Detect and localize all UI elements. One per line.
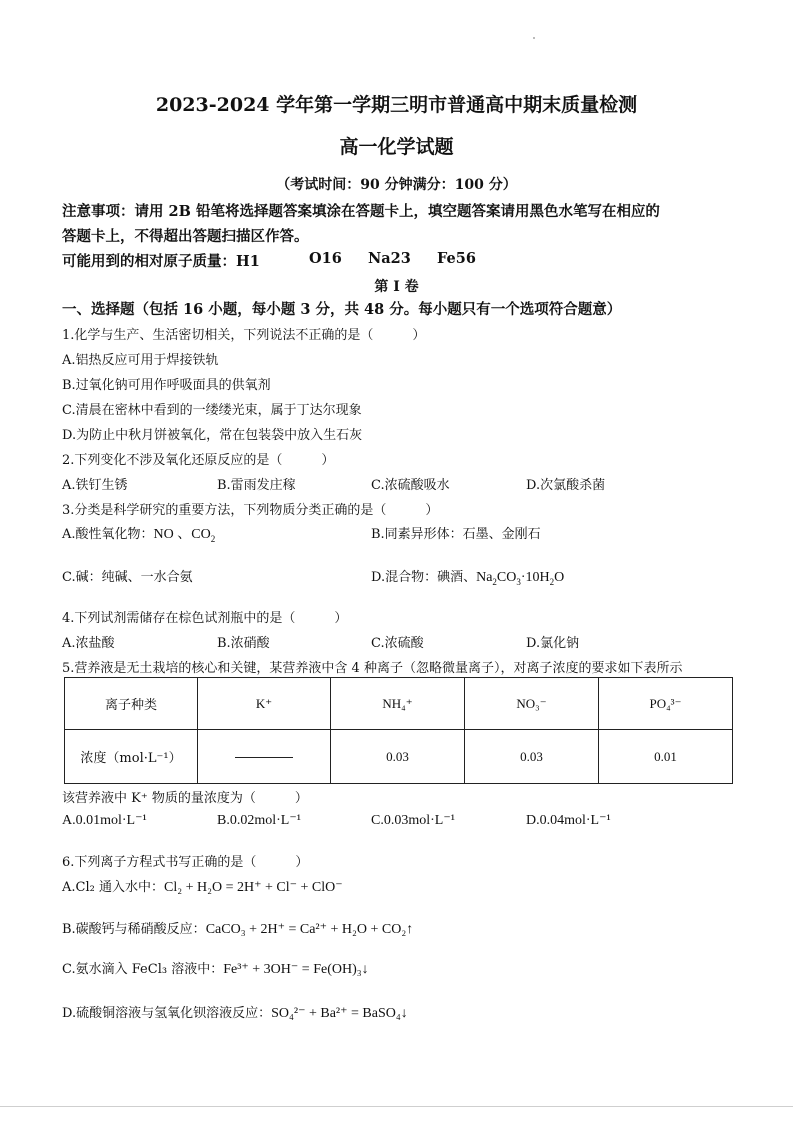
q3-d-f2: CO <box>496 570 517 585</box>
q2-option-d: D.次氯酸杀菌 <box>526 478 606 493</box>
notice-line-2: 答题卡上，不得超出答题扫描区作答。 <box>62 228 309 245</box>
q6-option-d-equation: SO₄²⁻ + Ba²⁺ = BaSO₄↓ <box>271 1006 408 1021</box>
table-row <box>65 678 733 730</box>
q3-d-s3: 2 <box>549 576 555 587</box>
q3-option-c: C.碱：纯碱、一水合氨 <box>62 570 193 585</box>
q3-d-f3: ·10H <box>520 570 550 585</box>
atomic-mass-na: Na23 <box>368 250 411 267</box>
page-bottom-divider <box>0 1106 793 1107</box>
q2-option-b: B.雷雨发庄稼 <box>217 478 296 493</box>
table-value-k-blank <box>198 730 331 784</box>
table-row <box>65 730 733 784</box>
q4-option-a: A.浓盐酸 <box>62 636 115 651</box>
q3-a-formula-sub: 2 <box>210 533 216 544</box>
table-value-nh4: 0.03 <box>331 730 465 784</box>
q3-option-d <box>371 566 564 587</box>
q6-option-b-equation: CaCO₃ + 2H⁺ = Ca²⁺ + H₂O + CO₂↑ <box>205 922 414 937</box>
q4-option-b: B.浓硝酸 <box>217 636 270 651</box>
q6-option-a-label: A.Cl₂ 通入水中： <box>62 880 164 895</box>
q6-option-c <box>62 958 369 978</box>
scan-speck <box>533 37 535 39</box>
q5-option-c: C.0.03mol·L⁻¹ <box>371 813 455 828</box>
q1-option-b: B.过氧化钠可用作呼吸面具的供氧剂 <box>62 378 271 393</box>
q3-d-f1: Na <box>476 570 493 585</box>
q3-d-f4: O <box>554 570 565 585</box>
q3-option-a-label: A.酸性氧化物： <box>62 527 154 542</box>
exam-subtitle: 高一化学试题 <box>339 136 454 158</box>
q1-option-c: C.清晨在密林中看到的一缕缕光束，属于丁达尔现象 <box>62 403 362 418</box>
q6-option-a <box>62 876 343 896</box>
table-ion-no3: NO₃⁻ <box>465 678 599 730</box>
q3-option-a-formula <box>154 527 216 542</box>
q1-option-a: A.铝热反应可用于焊接铁轨 <box>62 353 219 368</box>
q6-option-b-label: B.碳酸钙与稀硝酸反应： <box>62 922 206 937</box>
q3-d-s2: 3 <box>516 576 521 587</box>
q5-question: 该营养液中 K⁺ 物质的量浓度为（ ） <box>62 791 308 806</box>
section-heading: 一、选择题（包括 16 小题，每小题 3 分，共 48 分。每小题只有一个选项符合题意） <box>62 301 622 318</box>
q2-option-c: C.浓硫酸吸水 <box>371 478 450 493</box>
table-value-po4: 0.01 <box>599 730 733 784</box>
answer-blank <box>235 756 293 758</box>
q5-stem: 5.营养液是无土栽培的核心和关键，某营养液中含 4 种离子（忽略微量离子），对离子浓度的要求如下表所示 <box>62 661 683 676</box>
q6-option-c-label: C.氨水滴入 FeCl₃ 溶液中： <box>62 962 224 977</box>
exam-title: 2023-2024 学年第一学期三明市普通高中期末质量检测 <box>155 94 638 116</box>
q4-option-d: D.氯化钠 <box>526 636 580 651</box>
q6-option-b <box>62 918 413 938</box>
atomic-mass-fe: Fe56 <box>437 250 476 267</box>
q6-stem: 6.下列离子方程式书写正确的是（ ） <box>62 855 309 870</box>
notice-line-1: 注意事项：请用 2B 铅笔将选择题答案填涂在答题卡上，填空题答案请用黑色水笔写在相应的 <box>62 203 660 220</box>
q1-option-d: D.为防止中秋月饼被氧化，常在包装袋中放入生石灰 <box>62 428 363 443</box>
q3-option-d-formula <box>476 570 564 585</box>
q3-option-d-label: D.混合物：碘酒、 <box>371 570 477 585</box>
q4-option-c: C.浓硫酸 <box>371 636 424 651</box>
q4-stem: 4.下列试剂需储存在棕色试剂瓶中的是（ ） <box>62 611 348 626</box>
volume-label: 第 I 卷 <box>374 279 419 295</box>
atomic-mass-label: 可能用到的相对原子质量： <box>62 253 236 270</box>
q2-option-a: A.铁钉生锈 <box>62 478 128 493</box>
q5-option-d: D.0.04mol·L⁻¹ <box>526 813 611 828</box>
q6-option-d-label: D.硫酸铜溶液与氢氧化钡溶液反应： <box>62 1006 272 1021</box>
table-ion-nh4: NH₄⁺ <box>331 678 465 730</box>
q3-stem: 3.分类是科学研究的重要方法，下列物质分类正确的是（ ） <box>62 503 439 518</box>
table-header-ion-type: 离子种类 <box>65 678 198 730</box>
table-ion-po4: PO₄³⁻ <box>599 678 733 730</box>
q5-option-b: B.0.02mol·L⁻¹ <box>217 813 301 828</box>
ion-concentration-table <box>64 677 733 784</box>
q3-option-a <box>62 523 215 544</box>
q3-d-s1: 2 <box>492 576 497 587</box>
table-header-concentration: 浓度（mol·L⁻¹） <box>65 730 198 784</box>
q1-stem: 1.化学与生产、生活密切相关，下列说法不正确的是（ ） <box>62 328 426 343</box>
table-ion-k: K⁺ <box>198 678 331 730</box>
atomic-mass-line <box>62 250 260 271</box>
table-value-no3: 0.03 <box>465 730 599 784</box>
q6-option-c-equation: Fe³⁺ + 3OH⁻ = Fe(OH)₃↓ <box>223 962 369 977</box>
q6-option-a-equation: Cl₂ + H₂O = 2H⁺ + Cl⁻ + ClO⁻ <box>163 880 343 895</box>
q5-option-a: A.0.01mol·L⁻¹ <box>62 813 147 828</box>
q3-a-formula-text: NO 、CO <box>153 527 211 542</box>
q2-stem: 2.下列变化不涉及氧化还原反应的是（ ） <box>62 453 335 468</box>
atomic-mass-o: O16 <box>309 250 342 267</box>
atomic-mass-h: H1 <box>236 253 260 270</box>
exam-time: （考试时间：90 分钟满分：100 分） <box>276 177 517 193</box>
q3-option-b: B.同素异形体：石墨、金刚石 <box>371 527 541 542</box>
q6-option-d <box>62 1002 408 1022</box>
